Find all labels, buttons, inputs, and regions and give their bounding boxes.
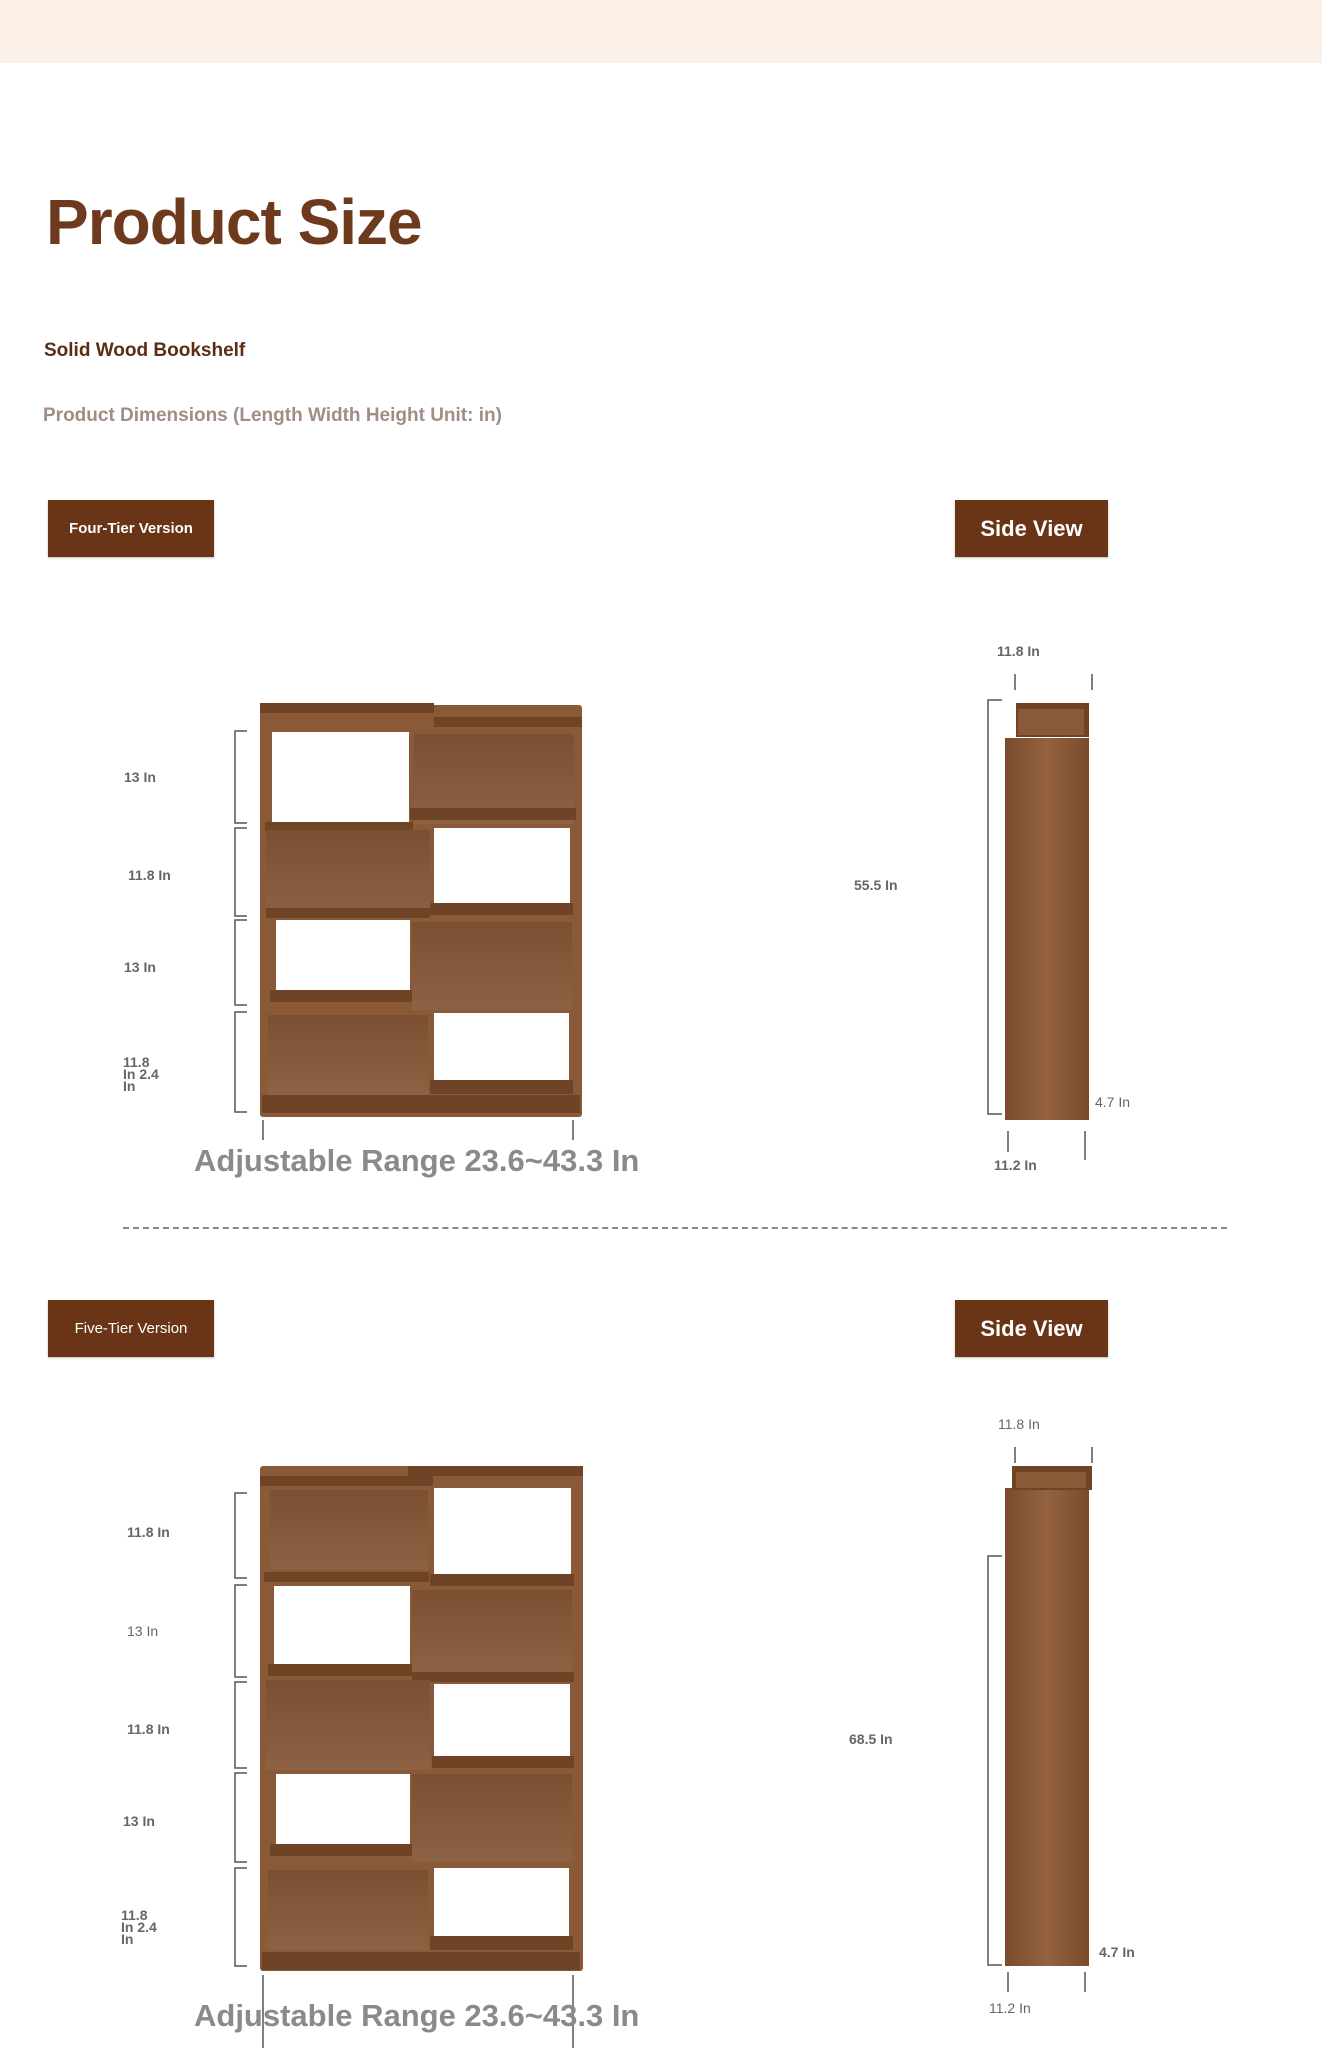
five-tier-shelf-2-height: 13 In [127, 1623, 159, 1639]
five-tier-adjustable-range: Adjustable Range 23.6~43.3 In [194, 1998, 640, 2033]
four-tier-shelf-1-height: 13 In [124, 769, 156, 785]
five-tier-shelf-4-height: 13 In [123, 1813, 155, 1829]
four-tier-bookshelf [235, 703, 582, 1140]
five-tier-side-top: 11.8 In [998, 1416, 1040, 1432]
five-tier-bookshelf [235, 1466, 583, 2048]
four-tier-shelf-3-height: 13 In [124, 959, 156, 975]
four-tier-side-height: 55.5 In [854, 877, 898, 893]
five-tier-side-depth: 11.2 In [989, 2000, 1031, 2016]
four-tier-bottom-label [123, 1056, 159, 1092]
four-tier-side-view-badge: Side View [955, 500, 1108, 557]
dimensions-note: Product Dimensions (Length Width Height Unit: in) [43, 405, 502, 426]
four-tier-bottom-label-b: In 2.4 [123, 1066, 159, 1082]
five-tier-shelf-1-height: 11.8 In [127, 1524, 170, 1540]
four-tier-adjustable-range: Adjustable Range 23.6~43.3 In [194, 1143, 640, 1178]
four-tier-side-base: 4.7 In [1095, 1094, 1131, 1110]
five-tier-bottom-label [121, 1909, 157, 1945]
section-divider [123, 1227, 1227, 1229]
product-subtitle: Solid Wood Bookshelf [44, 340, 246, 361]
five-tier-side-height: 68.5 In [849, 1731, 893, 1747]
four-tier-badge: Four-Tier Version [48, 500, 214, 557]
five-tier-side-view [988, 1447, 1092, 1992]
five-tier-side-view-badge: Side View [955, 1300, 1108, 1357]
five-tier-bottom-label-c: In [121, 1931, 134, 1947]
four-tier-bottom-label-a: 11.8 [123, 1054, 150, 1070]
four-tier-side-depth: 11.2 In [994, 1157, 1037, 1173]
four-tier-side-top: 11.8 In [997, 643, 1040, 659]
four-tier-side-view [988, 674, 1092, 1160]
page-title: Product Size [46, 186, 422, 258]
five-tier-bottom-label-a: 11.8 [121, 1907, 148, 1923]
five-tier-badge: Five-Tier Version [48, 1300, 214, 1357]
five-tier-shelf-3-height: 11.8 In [127, 1721, 170, 1737]
five-tier-side-base: 4.7 In [1099, 1944, 1135, 1960]
four-tier-bottom-label-c: In [123, 1078, 136, 1094]
four-tier-shelf-2-height: 11.8 In [128, 867, 171, 883]
five-tier-bottom-label-b: In 2.4 [121, 1919, 157, 1935]
